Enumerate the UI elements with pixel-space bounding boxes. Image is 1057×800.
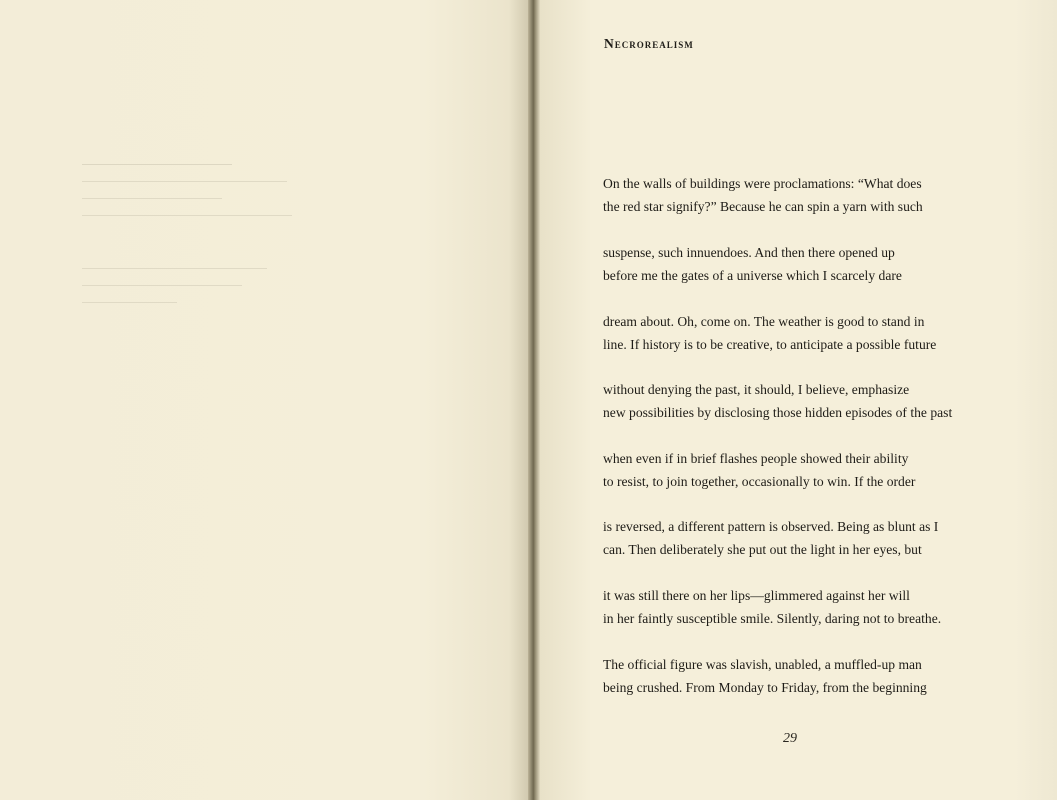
stanza-line: being crushed. From Monday to Friday, from the beginning (603, 680, 927, 695)
book-gutter (528, 0, 540, 800)
stanza-line: the red star signify?” Because he can spin a yarn with such (603, 199, 923, 214)
stanza-line: new possibilities by disclosing those hidden episodes of the past (603, 405, 953, 420)
running-head: Necrorealism (604, 36, 694, 51)
stanza-4 (603, 378, 952, 424)
stanza-line: The official figure was slavish, unabled, a muffled-up man (603, 657, 922, 672)
stanza-6 (603, 515, 938, 561)
stanza-8 (603, 653, 927, 699)
stanza-line: line. If history is to be creative, to anticipate a possible future (603, 337, 937, 352)
stanza-7 (603, 584, 941, 630)
stanza-3 (603, 310, 936, 356)
show-through-text (82, 158, 302, 218)
stanza-line: before me the gates of a universe which I scarcely dare (603, 268, 902, 283)
stanza-line: to resist, to join together, occasionally to win. If the order (603, 474, 916, 489)
stanza-line: On the walls of buildings were proclamations: “What does (603, 176, 922, 191)
stanza-2 (603, 241, 902, 287)
stanza-1 (603, 172, 923, 218)
stanza-line: dream about. Oh, come on. The weather is good to stand in (603, 314, 925, 329)
stanza-line: without denying the past, it should, I believe, emphasize (603, 382, 910, 397)
stanza-line: can. Then deliberately she put out the light in her eyes, but (603, 542, 922, 557)
stanza-line: when even if in brief flashes people showed their ability (603, 451, 909, 466)
right-page (540, 0, 1057, 800)
stanza-line: suspense, such innuendoes. And then there opened up (603, 245, 895, 260)
stanza-line: it was still there on her lips—glimmered against her will (603, 588, 910, 603)
page-number: 29 (783, 731, 797, 746)
show-through-text-2 (82, 262, 282, 312)
stanza-line: in her faintly susceptible smile. Silently, daring not to breathe. (603, 611, 942, 626)
stanza-5 (603, 447, 915, 493)
stanza-line: is reversed, a different pattern is observed. Being as blunt as I (603, 519, 939, 534)
